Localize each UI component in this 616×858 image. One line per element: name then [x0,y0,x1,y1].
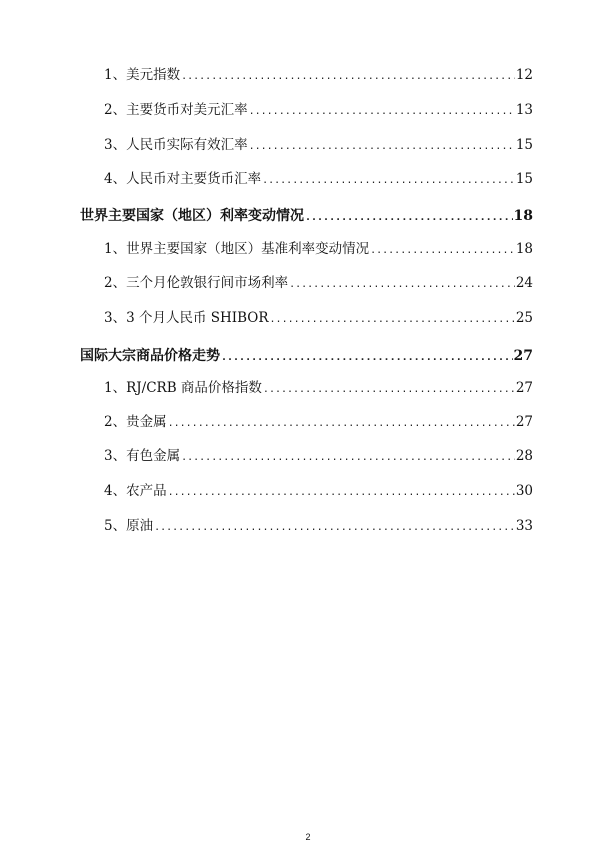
toc-entry-page: 24 [515,275,533,291]
toc-section-label: 国际大宗商品价格走势 [80,348,220,364]
toc-entry-label: 3、3 个月人民币 SHIBOR [104,310,269,326]
dot-leader [262,172,515,190]
toc-entry-page: 15 [515,137,533,153]
toc-entry[interactable] [104,379,533,399]
toc-entry-label: 1、RJ/CRB 商品价格指数 [104,380,262,396]
toc-entry-label: 4、人民币对主要货币汇率 [104,171,262,187]
toc-entry-page: 12 [515,67,533,83]
toc-section[interactable] [80,347,533,367]
dot-leader [289,276,515,294]
dot-leader [270,311,515,329]
toc-entry-page: 28 [515,448,533,464]
dot-leader [221,349,513,367]
toc-entry[interactable] [104,274,533,294]
toc-section-label: 世界主要国家（地区）利率变动情况 [80,208,304,224]
toc-entry-label: 1、美元指数 [104,67,181,83]
dot-leader [249,103,515,121]
toc-entry-label: 2、三个月伦敦银行间市场利率 [104,275,289,291]
toc-entry[interactable] [104,136,533,156]
toc-entry-label: 2、主要货币对美元汇率 [104,102,248,118]
toc-entry[interactable] [104,447,533,467]
dot-leader [154,519,515,537]
dot-leader [305,209,513,227]
toc-entry[interactable] [104,413,533,433]
toc-entry-page: 27 [515,380,533,396]
toc-entry-label: 3、有色金属 [104,448,181,464]
toc-entry-page: 25 [515,310,533,326]
toc-section[interactable] [80,207,533,227]
dot-leader [181,449,515,467]
dot-leader [263,381,515,399]
toc-entry-label: 3、人民币实际有效汇率 [104,137,248,153]
toc-entry[interactable] [104,170,533,190]
toc-entry-page: 33 [515,518,533,534]
toc-entry-page: 30 [515,483,533,499]
dot-leader [370,242,515,260]
dot-leader [181,68,515,86]
toc-entry[interactable] [104,309,533,329]
toc-entry[interactable] [104,66,533,86]
page-number: 2 [305,832,311,842]
toc-entry-page: 27 [515,414,533,430]
toc-entry-label: 1、世界主要国家（地区）基准利率变动情况 [104,241,370,257]
dot-leader [249,138,515,156]
toc-entry-label: 5、原油 [104,518,154,534]
toc-entry-page: 18 [515,241,533,257]
toc-entry-label: 4、农产品 [104,483,167,499]
toc-entry[interactable] [104,101,533,121]
toc-entry[interactable] [104,240,533,260]
toc-entry-page: 15 [515,171,533,187]
toc-section-page: 27 [513,348,533,364]
dot-leader [168,484,515,502]
toc-entry[interactable] [104,482,533,502]
toc-entry-label: 2、贵金属 [104,414,167,430]
dot-leader [168,415,515,433]
toc-section-page: 18 [513,208,533,224]
toc-entry[interactable] [104,517,533,537]
toc-entry-page: 13 [515,102,533,118]
